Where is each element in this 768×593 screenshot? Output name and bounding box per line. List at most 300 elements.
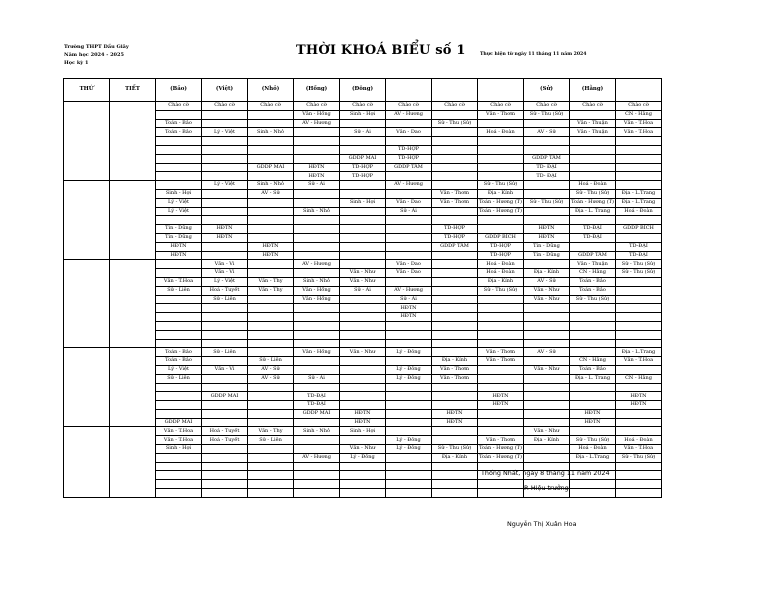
schedule-cell: AV - Sử — [524, 348, 570, 357]
schedule-cell: Văn - T.Hoa — [616, 119, 662, 128]
schedule-cell: Văn - Vi — [202, 260, 248, 269]
schedule-cell — [156, 321, 202, 330]
schedule-cell — [432, 137, 478, 146]
schedule-cell — [524, 137, 570, 146]
schedule-cell: TD-HỢP — [432, 233, 478, 242]
schedule-cell: Sử - Thu (Sử) — [616, 453, 662, 462]
schedule-cell — [478, 154, 524, 163]
schedule-cell: Địa - Kính — [524, 436, 570, 445]
schedule-cell — [294, 383, 340, 392]
schedule-cell — [432, 304, 478, 313]
schedule-cell — [570, 313, 616, 322]
schedule-cell — [340, 383, 386, 392]
schedule-cell — [478, 137, 524, 146]
schedule-cell — [248, 216, 294, 225]
schedule-cell — [616, 330, 662, 339]
schedule-cell: Sử - Liên — [202, 348, 248, 357]
schedule-cell: Chào cờ — [248, 102, 294, 111]
schedule-cell — [202, 154, 248, 163]
schedule-cell — [432, 480, 478, 489]
schedule-cell — [202, 445, 248, 454]
schedule-cell: Địa - L. Trang — [570, 207, 616, 216]
schedule-cell — [294, 321, 340, 330]
schedule-cell: GDDP TÂM — [524, 154, 570, 163]
schedule-cell — [570, 137, 616, 146]
schedule-cell: Sinh - Hợi — [340, 198, 386, 207]
schedule-cell: TD-ĐẠI — [616, 242, 662, 251]
schedule-cell: Địa - Kính — [432, 357, 478, 366]
schedule-cell — [248, 260, 294, 269]
schedule-cell: Sử - Thu (Sử) — [570, 295, 616, 304]
schedule-cell: Lý - Đông — [386, 374, 432, 383]
schedule-cell: Văn - Như — [524, 365, 570, 374]
schedule-cell — [432, 471, 478, 480]
schedule-cell — [570, 163, 616, 172]
schedule-cell: AV - Sử — [248, 374, 294, 383]
schedule-cell — [616, 365, 662, 374]
schedule-cell — [432, 260, 478, 269]
schedule-cell: Hoá - Đoàn — [570, 181, 616, 190]
schedule-cell — [616, 427, 662, 436]
schedule-cell: AV - Hương — [386, 286, 432, 295]
schedule-cell — [248, 471, 294, 480]
schedule-cell: Sinh - Nhỏ — [248, 128, 294, 137]
schedule-cell: Sử - Ái — [386, 207, 432, 216]
schedule-cell: Văn - T.Hoa — [156, 277, 202, 286]
schedule-cell: HĐTN — [156, 251, 202, 260]
schedule-cell — [478, 163, 524, 172]
schedule-cell — [570, 401, 616, 410]
schedule-cell — [294, 216, 340, 225]
schedule-cell: GDDP MAI — [294, 409, 340, 418]
schedule-cell — [294, 313, 340, 322]
schedule-cell — [248, 137, 294, 146]
schedule-cell: Địa - Kính — [524, 269, 570, 278]
schedule-cell — [570, 145, 616, 154]
schedule-cell: Văn - Như — [524, 286, 570, 295]
schedule-cell — [202, 313, 248, 322]
schedule-cell — [340, 304, 386, 313]
class-header: (Nhỏ) — [248, 79, 294, 102]
schedule-cell — [616, 163, 662, 172]
schedule-cell — [616, 313, 662, 322]
schedule-cell — [248, 401, 294, 410]
schedule-cell — [478, 409, 524, 418]
schedule-cell: TD- ĐẠI — [524, 172, 570, 181]
schedule-cell — [248, 321, 294, 330]
schedule-cell: Hoá - Đoàn — [570, 445, 616, 454]
schedule-cell — [156, 489, 202, 498]
schedule-cell — [156, 383, 202, 392]
schedule-cell: Toán - Bảo — [570, 286, 616, 295]
schedule-cell — [478, 119, 524, 128]
schedule-cell: GDDP BÍCH — [478, 233, 524, 242]
schedule-cell: GDDP BÍCH — [616, 225, 662, 234]
schedule-cell — [248, 330, 294, 339]
schedule-cell — [340, 242, 386, 251]
schedule-cell: Văn - Thy — [248, 286, 294, 295]
schedule-cell — [432, 251, 478, 260]
schedule-cell — [294, 189, 340, 198]
schedule-cell — [340, 145, 386, 154]
schedule-cell: Văn - Thơm — [478, 110, 524, 119]
schedule-cell — [202, 110, 248, 119]
schedule-cell — [248, 418, 294, 427]
schedule-cell — [248, 445, 294, 454]
schedule-cell: Văn - Như — [340, 445, 386, 454]
schedule-cell: Văn - Hồng — [294, 295, 340, 304]
schedule-cell — [616, 462, 662, 471]
schedule-cell: Sử - Ái — [294, 181, 340, 190]
schedule-cell — [432, 295, 478, 304]
schedule-cell — [340, 436, 386, 445]
period-cell — [110, 102, 156, 181]
schedule-cell — [340, 189, 386, 198]
schedule-cell — [248, 453, 294, 462]
schedule-cell — [202, 489, 248, 498]
schedule-cell: TD-HỢP — [340, 163, 386, 172]
schedule-cell — [432, 110, 478, 119]
schedule-cell — [386, 137, 432, 146]
day-cell — [64, 260, 110, 348]
schedule-cell — [524, 207, 570, 216]
schedule-cell — [478, 295, 524, 304]
schedule-cell: Sử - Ái — [340, 286, 386, 295]
schedule-cell: Hoá - Tuyết — [202, 436, 248, 445]
schedule-cell — [156, 453, 202, 462]
schedule-cell — [202, 480, 248, 489]
day-cell — [64, 181, 110, 260]
schedule-cell — [248, 295, 294, 304]
schedule-cell — [386, 277, 432, 286]
schedule-cell — [570, 242, 616, 251]
schedule-cell — [386, 418, 432, 427]
schedule-cell — [156, 330, 202, 339]
schedule-cell: Sử - Thu (Sử) — [524, 110, 570, 119]
schedule-cell: Văn - Thơm — [478, 348, 524, 357]
schedule-cell — [156, 163, 202, 172]
schedule-cell: Sử - Thu (Sử) — [478, 181, 524, 190]
schedule-cell: Văn - T.Hoa — [616, 357, 662, 366]
schedule-cell — [248, 154, 294, 163]
schedule-cell: Sử - Thu (Sử) — [616, 269, 662, 278]
schedule-cell — [432, 321, 478, 330]
schedule-cell: HĐTN — [248, 251, 294, 260]
schedule-cell: Tin - Dũng — [524, 242, 570, 251]
schedule-cell — [524, 339, 570, 348]
schedule-cell — [386, 383, 432, 392]
schedule-cell — [248, 348, 294, 357]
schedule-cell: HĐTN — [294, 163, 340, 172]
schedule-cell: Chào cờ — [478, 102, 524, 111]
effective-date: Thực hiện từ ngày 11 tháng 11 năm 2024 — [480, 52, 587, 57]
schedule-cell: Tin - Dũng — [156, 225, 202, 234]
schedule-cell — [432, 339, 478, 348]
schedule-cell: HĐTN — [202, 233, 248, 242]
schedule-cell — [616, 480, 662, 489]
schedule-cell: Sinh - Hợi — [156, 189, 202, 198]
schedule-cell — [616, 409, 662, 418]
schedule-cell: TD-HỢP — [478, 242, 524, 251]
schedule-cell: Lý - Đông — [386, 445, 432, 454]
schedule-cell: TD-ĐẠI — [570, 225, 616, 234]
schedule-cell: Văn - T.Hoa — [156, 427, 202, 436]
schedule-cell: Chào cờ — [386, 102, 432, 111]
day-cell — [64, 427, 110, 497]
schedule-cell — [616, 383, 662, 392]
schedule-cell — [432, 154, 478, 163]
schedule-cell — [432, 277, 478, 286]
schedule-cell — [478, 365, 524, 374]
schedule-cell — [294, 269, 340, 278]
schedule-cell: HĐTN — [386, 313, 432, 322]
schedule-cell: Sử - Liên — [248, 357, 294, 366]
schedule-cell: Địa - L.Trang — [616, 189, 662, 198]
schedule-cell: CN - Hằng — [570, 269, 616, 278]
schedule-cell: HĐTN — [616, 392, 662, 401]
schedule-cell — [340, 321, 386, 330]
schedule-cell: Văn - Thy — [248, 277, 294, 286]
schedule-cell: Hoá - Đoàn — [616, 436, 662, 445]
schedule-cell: Hoá - Tuyết — [202, 427, 248, 436]
schedule-cell — [524, 374, 570, 383]
schedule-cell — [570, 321, 616, 330]
schedule-cell — [294, 137, 340, 146]
schedule-cell — [156, 110, 202, 119]
schedule-cell — [156, 462, 202, 471]
schedule-cell: Chào cờ — [156, 102, 202, 111]
schedule-cell — [524, 304, 570, 313]
schedule-cell — [478, 145, 524, 154]
schedule-cell — [616, 181, 662, 190]
schedule-cell: AV - Sử — [248, 365, 294, 374]
schedule-cell: HĐTN — [616, 401, 662, 410]
schedule-cell: HĐTN — [202, 225, 248, 234]
schedule-cell — [294, 339, 340, 348]
schedule-cell — [202, 189, 248, 198]
schedule-cell — [616, 286, 662, 295]
schedule-cell: Văn - Hồng — [294, 110, 340, 119]
schedule-cell: Toán - Hương (T) — [479, 199, 522, 206]
schedule-cell — [570, 154, 616, 163]
schedule-cell — [524, 321, 570, 330]
schedule-cell — [156, 260, 202, 269]
schedule-cell — [294, 225, 340, 234]
schedule-cell: Hoá - Tuyết — [202, 286, 248, 295]
schedule-cell — [202, 409, 248, 418]
schedule-cell — [478, 304, 524, 313]
table-row — [64, 102, 662, 111]
schedule-cell — [570, 383, 616, 392]
schedule-cell: Văn - Thơm — [478, 436, 524, 445]
schedule-cell: Sinh - Hợi — [340, 427, 386, 436]
schedule-cell — [386, 172, 432, 181]
schedule-cell: Toán - Hương (T) — [479, 445, 522, 452]
schedule-cell — [202, 145, 248, 154]
schedule-cell: GDDP MAI — [248, 163, 294, 172]
schedule-cell: Văn - Như — [340, 348, 386, 357]
schedule-cell — [386, 339, 432, 348]
schedule-cell — [156, 137, 202, 146]
schedule-cell — [340, 462, 386, 471]
schedule-cell — [432, 383, 478, 392]
schedule-cell: Lý - Việt — [156, 207, 202, 216]
schedule-cell: Chào cờ — [616, 102, 662, 111]
schedule-cell: Hoá - Đoàn — [478, 260, 524, 269]
schedule-cell: Sinh - Hợi — [340, 110, 386, 119]
schedule-cell — [570, 304, 616, 313]
schedule-cell — [202, 471, 248, 480]
schedule-cell: Sử - Ái — [340, 128, 386, 137]
schedule-cell — [340, 471, 386, 480]
schedule-cell: Sử - Thu (Sử) — [478, 286, 524, 295]
schedule-cell: Toán - Hương (T) — [479, 454, 522, 461]
schedule-cell — [386, 453, 432, 462]
schedule-cell — [156, 471, 202, 480]
class-header: (Sử) — [524, 79, 570, 102]
schedule-cell — [294, 251, 340, 260]
schedule-cell: AV - Hương — [386, 110, 432, 119]
schedule-cell — [202, 453, 248, 462]
schedule-cell — [386, 233, 432, 242]
schedule-cell: Chào cờ — [340, 102, 386, 111]
schedule-cell: Hoá - Đoàn — [478, 128, 524, 137]
schedule-cell — [156, 269, 202, 278]
schedule-cell: HĐTN — [524, 225, 570, 234]
schedule-cell: Sử - Thu (Sử) — [616, 260, 662, 269]
schedule-cell — [156, 304, 202, 313]
schedule-cell — [386, 216, 432, 225]
schedule-cell: Văn - Như — [524, 427, 570, 436]
schedule-cell: Sử - Ái — [386, 295, 432, 304]
schedule-cell — [340, 233, 386, 242]
schedule-cell — [432, 489, 478, 498]
schedule-cell: Toán - Bảo — [570, 277, 616, 286]
schedule-cell: TD-ĐẠI — [294, 401, 340, 410]
schedule-cell — [432, 427, 478, 436]
schedule-cell — [156, 145, 202, 154]
schedule-cell: Lý - Việt — [202, 128, 248, 137]
schedule-cell: Văn - Vi — [202, 365, 248, 374]
schedule-cell — [294, 198, 340, 207]
schedule-cell — [524, 119, 570, 128]
schedule-cell — [432, 313, 478, 322]
schedule-cell: Văn - Dao — [386, 260, 432, 269]
schedule-cell — [156, 295, 202, 304]
schedule-cell — [616, 471, 662, 480]
schedule-cell: Lý - Việt — [202, 181, 248, 190]
schedule-cell: Sử - Liên — [156, 374, 202, 383]
schedule-cell — [294, 471, 340, 480]
schedule-cell: Lý - Đông — [386, 365, 432, 374]
schedule-cell — [156, 181, 202, 190]
timetable-body — [64, 79, 662, 498]
schedule-cell — [432, 269, 478, 278]
schedule-cell: Địa - L.Trang — [570, 453, 616, 462]
schedule-cell: Văn - Dao — [386, 198, 432, 207]
schedule-cell: Văn - T.Hoa — [616, 128, 662, 137]
schedule-cell: HĐTN — [340, 418, 386, 427]
schedule-cell — [524, 409, 570, 418]
schedule-cell: HĐTN — [248, 242, 294, 251]
schedule-cell — [432, 348, 478, 357]
schedule-cell — [386, 462, 432, 471]
class-header — [616, 79, 662, 102]
class-header: (Đông) — [340, 79, 386, 102]
schedule-cell — [248, 110, 294, 119]
schedule-cell — [156, 480, 202, 489]
schedule-cell — [432, 462, 478, 471]
schedule-cell — [248, 462, 294, 471]
schedule-cell: Văn - Thơm — [478, 357, 524, 366]
schedule-cell — [340, 313, 386, 322]
schedule-cell — [248, 172, 294, 181]
schedule-cell: Địa - Kính — [478, 189, 524, 198]
schedule-cell — [616, 233, 662, 242]
schedule-cell: Sinh - Nhỏ — [294, 207, 340, 216]
schedule-cell — [294, 462, 340, 471]
period-cell — [110, 181, 156, 260]
schedule-cell: Văn - Thuận — [570, 260, 616, 269]
table-row — [64, 181, 662, 190]
schedule-cell: Toán - Bảo — [156, 357, 202, 366]
schedule-cell — [570, 339, 616, 348]
schedule-cell — [340, 489, 386, 498]
schedule-cell: Chào cờ — [524, 102, 570, 111]
schedule-cell — [616, 339, 662, 348]
day-cell — [64, 348, 110, 427]
schedule-cell: Văn - Thơm — [432, 198, 478, 207]
schedule-cell — [202, 207, 248, 216]
schedule-cell — [432, 128, 478, 137]
schedule-cell — [616, 304, 662, 313]
schedule-cell — [202, 216, 248, 225]
period-cell — [110, 348, 156, 427]
schedule-cell — [248, 119, 294, 128]
schedule-cell — [340, 260, 386, 269]
schedule-cell: Toán - Bảo — [570, 365, 616, 374]
schedule-cell — [202, 339, 248, 348]
signatory-name: Nguyễn Thị Xuân Hoa — [507, 520, 577, 528]
schedule-cell — [294, 489, 340, 498]
schedule-cell: Văn - Dao — [386, 128, 432, 137]
schedule-cell: Văn - Vi — [202, 269, 248, 278]
schedule-cell — [386, 189, 432, 198]
schedule-cell — [570, 172, 616, 181]
schedule-cell — [386, 392, 432, 401]
schedule-cell: Chào cờ — [432, 102, 478, 111]
schedule-cell: Toán - Hương (T) — [479, 207, 522, 214]
schedule-cell — [570, 427, 616, 436]
schedule-cell — [524, 392, 570, 401]
class-header: (Việt) — [202, 79, 248, 102]
schedule-cell — [478, 427, 524, 436]
schedule-cell — [340, 365, 386, 374]
schedule-cell — [294, 418, 340, 427]
schedule-cell: Địa - L.Trang — [616, 198, 662, 207]
signature-date: Thống Nhất, ngày 8 tháng 11 năm 2024 — [481, 469, 610, 477]
schedule-cell — [432, 286, 478, 295]
schedule-cell: Văn - Hồng — [294, 286, 340, 295]
schedule-cell — [524, 418, 570, 427]
schedule-cell: GDDP MAI — [202, 392, 248, 401]
schedule-cell — [386, 471, 432, 480]
schedule-cell: Văn - Như — [524, 295, 570, 304]
signature-role: P. Hiệu trưởng — [524, 484, 569, 492]
schedule-cell — [478, 480, 524, 489]
schedule-cell — [156, 172, 202, 181]
schedule-cell — [202, 418, 248, 427]
